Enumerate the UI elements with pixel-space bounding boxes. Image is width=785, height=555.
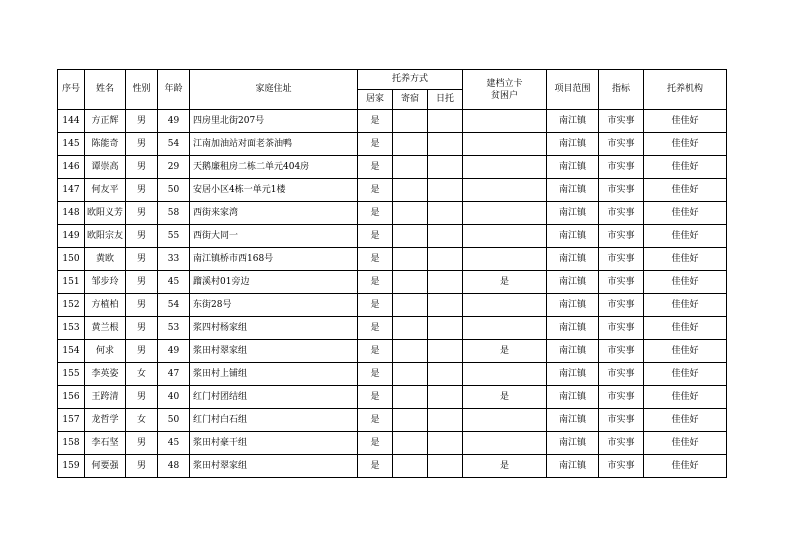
cell-age: 47: [158, 363, 190, 386]
cell-poor-household: [463, 409, 547, 432]
table-row: [58, 432, 727, 455]
cell-age: 45: [158, 432, 190, 455]
cell-address: 红门村团结组: [190, 386, 358, 409]
cell-care-home: 是: [358, 409, 393, 432]
cell-agency: 佳佳好: [644, 110, 727, 133]
cell-care-day: [428, 432, 463, 455]
cell-care-board: [393, 432, 428, 455]
cell-gender: 男: [126, 248, 158, 271]
cell-agency: 佳佳好: [644, 363, 727, 386]
cell-care-board: [393, 156, 428, 179]
cell-care-home: 是: [358, 340, 393, 363]
cell-agency: 佳佳好: [644, 225, 727, 248]
cell-care-day: [428, 271, 463, 294]
header-poor-line2: 贫困户: [491, 90, 519, 101]
cell-gender: 男: [126, 202, 158, 225]
cell-gender: 男: [126, 225, 158, 248]
cell-scope: 南江镇: [547, 294, 599, 317]
cell-poor-household: [463, 317, 547, 340]
cell-gender: 男: [126, 317, 158, 340]
header-poor-line1: 建档立卡: [486, 78, 523, 89]
header-care-board: 寄宿: [393, 90, 428, 110]
cell-scope: 南江镇: [547, 271, 599, 294]
cell-indicator: 市实事: [599, 156, 644, 179]
cell-age: 48: [158, 455, 190, 478]
cell-care-board: [393, 225, 428, 248]
cell-no: 157: [58, 409, 85, 432]
cell-care-home: 是: [358, 294, 393, 317]
cell-agency: 佳佳好: [644, 248, 727, 271]
cell-care-day: [428, 179, 463, 202]
cell-care-board: [393, 294, 428, 317]
cell-age: 45: [158, 271, 190, 294]
cell-care-day: [428, 248, 463, 271]
cell-poor-household: [463, 179, 547, 202]
cell-name: 邹步玲: [85, 271, 126, 294]
header-no: 序号: [58, 70, 85, 110]
cell-name: 何要强: [85, 455, 126, 478]
table-row: [58, 386, 727, 409]
cell-no: 144: [58, 110, 85, 133]
cell-care-board: [393, 386, 428, 409]
cell-scope: 南江镇: [547, 363, 599, 386]
cell-age: 50: [158, 179, 190, 202]
cell-poor-household: [463, 133, 547, 156]
cell-care-board: [393, 363, 428, 386]
cell-name: 方正辉: [85, 110, 126, 133]
header-address: 家庭住址: [190, 70, 358, 110]
table-body: [58, 110, 727, 478]
cell-care-day: [428, 110, 463, 133]
cell-scope: 南江镇: [547, 248, 599, 271]
table-row: [58, 363, 727, 386]
cell-care-home: 是: [358, 317, 393, 340]
cell-name: 何求: [85, 340, 126, 363]
cell-agency: 佳佳好: [644, 409, 727, 432]
cell-care-day: [428, 409, 463, 432]
cell-care-board: [393, 179, 428, 202]
cell-gender: 男: [126, 156, 158, 179]
cell-poor-household: [463, 202, 547, 225]
table-row: [58, 133, 727, 156]
cell-gender: 男: [126, 110, 158, 133]
cell-poor-household: [463, 225, 547, 248]
cell-address: 浆田村上铺组: [190, 363, 358, 386]
cell-age: 50: [158, 409, 190, 432]
cell-address: 西街大同一: [190, 225, 358, 248]
cell-no: 151: [58, 271, 85, 294]
cell-address: 东街28号: [190, 294, 358, 317]
header-indicator: 指标: [599, 70, 644, 110]
cell-care-board: [393, 110, 428, 133]
cell-agency: 佳佳好: [644, 294, 727, 317]
table-row: [58, 225, 727, 248]
cell-care-board: [393, 271, 428, 294]
cell-care-day: [428, 202, 463, 225]
header-care-mode: 托养方式: [358, 70, 463, 90]
cell-care-board: [393, 455, 428, 478]
cell-gender: 男: [126, 271, 158, 294]
cell-name: 李英姿: [85, 363, 126, 386]
cell-gender: 男: [126, 179, 158, 202]
cell-poor-household: 是: [463, 271, 547, 294]
cell-indicator: 市实事: [599, 248, 644, 271]
cell-poor-household: [463, 110, 547, 133]
cell-indicator: 市实事: [599, 133, 644, 156]
cell-name: 何友平: [85, 179, 126, 202]
cell-no: 156: [58, 386, 85, 409]
cell-scope: 南江镇: [547, 225, 599, 248]
cell-care-day: [428, 455, 463, 478]
cell-scope: 南江镇: [547, 340, 599, 363]
cell-care-home: 是: [358, 432, 393, 455]
cell-scope: 南江镇: [547, 202, 599, 225]
cell-care-home: 是: [358, 179, 393, 202]
cell-no: 155: [58, 363, 85, 386]
cell-scope: 南江镇: [547, 317, 599, 340]
cell-gender: 男: [126, 455, 158, 478]
cell-care-day: [428, 386, 463, 409]
table-row: [58, 294, 727, 317]
cell-care-day: [428, 294, 463, 317]
cell-agency: 佳佳好: [644, 386, 727, 409]
cell-care-board: [393, 133, 428, 156]
header-row-1: [58, 70, 727, 90]
cell-care-day: [428, 156, 463, 179]
cell-no: 154: [58, 340, 85, 363]
header-care-day: 日托: [428, 90, 463, 110]
cell-no: 153: [58, 317, 85, 340]
cell-poor-household: 是: [463, 386, 547, 409]
cell-name: 李石坚: [85, 432, 126, 455]
header-poor-household: [463, 70, 547, 110]
table-row: [58, 202, 727, 225]
cell-scope: 南江镇: [547, 156, 599, 179]
cell-indicator: 市实事: [599, 432, 644, 455]
cell-age: 54: [158, 133, 190, 156]
table-row: [58, 409, 727, 432]
cell-address: 浆四村杨家组: [190, 317, 358, 340]
cell-care-home: 是: [358, 363, 393, 386]
cell-care-home: 是: [358, 248, 393, 271]
header-agency: 托养机构: [644, 70, 727, 110]
cell-no: 150: [58, 248, 85, 271]
cell-agency: 佳佳好: [644, 317, 727, 340]
cell-gender: 男: [126, 386, 158, 409]
cell-name: 欧阳宗友: [85, 225, 126, 248]
cell-care-board: [393, 340, 428, 363]
cell-indicator: 市实事: [599, 225, 644, 248]
cell-care-home: 是: [358, 225, 393, 248]
table-row: [58, 110, 727, 133]
cell-care-day: [428, 317, 463, 340]
cell-name: 黄兰根: [85, 317, 126, 340]
cell-indicator: 市实事: [599, 317, 644, 340]
cell-indicator: 市实事: [599, 363, 644, 386]
table-row: [58, 317, 727, 340]
beneficiary-table: [57, 69, 727, 478]
cell-name: 谭崇高: [85, 156, 126, 179]
cell-indicator: 市实事: [599, 271, 644, 294]
header-age: 年龄: [158, 70, 190, 110]
cell-care-day: [428, 340, 463, 363]
cell-address: 江南加油站对面老茶油鸭: [190, 133, 358, 156]
table-row: [58, 271, 727, 294]
cell-scope: 南江镇: [547, 110, 599, 133]
cell-age: 29: [158, 156, 190, 179]
cell-address: 浆田村豪干组: [190, 432, 358, 455]
cell-poor-household: [463, 363, 547, 386]
cell-address: 红门村白石组: [190, 409, 358, 432]
cell-gender: 女: [126, 409, 158, 432]
cell-name: 王跨清: [85, 386, 126, 409]
cell-name: 陈能奇: [85, 133, 126, 156]
cell-no: 145: [58, 133, 85, 156]
cell-address: 浆田村翠家组: [190, 455, 358, 478]
cell-gender: 男: [126, 340, 158, 363]
table-row: [58, 248, 727, 271]
cell-scope: 南江镇: [547, 386, 599, 409]
cell-gender: 男: [126, 294, 158, 317]
cell-poor-household: [463, 432, 547, 455]
cell-address: 天鹅廉租房二栋二单元404房: [190, 156, 358, 179]
cell-address: 浆田村翠家组: [190, 340, 358, 363]
header-name: 姓名: [85, 70, 126, 110]
cell-agency: 佳佳好: [644, 133, 727, 156]
cell-name: 龙哲学: [85, 409, 126, 432]
cell-agency: 佳佳好: [644, 179, 727, 202]
cell-indicator: 市实事: [599, 202, 644, 225]
header-scope: 项目范围: [547, 70, 599, 110]
cell-indicator: 市实事: [599, 179, 644, 202]
cell-care-day: [428, 363, 463, 386]
cell-address: 蹓溪村01旁边: [190, 271, 358, 294]
cell-age: 49: [158, 340, 190, 363]
cell-agency: 佳佳好: [644, 156, 727, 179]
cell-name: 方植柏: [85, 294, 126, 317]
cell-indicator: 市实事: [599, 455, 644, 478]
cell-poor-household: 是: [463, 340, 547, 363]
cell-care-day: [428, 225, 463, 248]
cell-no: 159: [58, 455, 85, 478]
cell-age: 55: [158, 225, 190, 248]
cell-scope: 南江镇: [547, 133, 599, 156]
cell-no: 152: [58, 294, 85, 317]
cell-agency: 佳佳好: [644, 432, 727, 455]
cell-care-board: [393, 248, 428, 271]
cell-address: 安居小区4栋一单元1楼: [190, 179, 358, 202]
cell-indicator: 市实事: [599, 386, 644, 409]
cell-age: 53: [158, 317, 190, 340]
cell-no: 146: [58, 156, 85, 179]
cell-address: 南江镇桥市西168号: [190, 248, 358, 271]
cell-age: 58: [158, 202, 190, 225]
cell-no: 158: [58, 432, 85, 455]
cell-gender: 男: [126, 133, 158, 156]
cell-care-home: 是: [358, 133, 393, 156]
cell-agency: 佳佳好: [644, 271, 727, 294]
cell-poor-household: [463, 156, 547, 179]
cell-scope: 南江镇: [547, 409, 599, 432]
cell-care-board: [393, 409, 428, 432]
cell-care-home: 是: [358, 202, 393, 225]
cell-care-home: 是: [358, 386, 393, 409]
cell-no: 147: [58, 179, 85, 202]
cell-name: 欧阳义芳: [85, 202, 126, 225]
cell-care-board: [393, 202, 428, 225]
table-row: [58, 455, 727, 478]
cell-scope: 南江镇: [547, 179, 599, 202]
header-care-home: 居家: [358, 90, 393, 110]
table-row: [58, 156, 727, 179]
cell-care-board: [393, 317, 428, 340]
cell-care-home: 是: [358, 156, 393, 179]
cell-agency: 佳佳好: [644, 455, 727, 478]
cell-scope: 南江镇: [547, 455, 599, 478]
cell-indicator: 市实事: [599, 340, 644, 363]
cell-age: 54: [158, 294, 190, 317]
cell-care-home: 是: [358, 110, 393, 133]
cell-indicator: 市实事: [599, 110, 644, 133]
cell-no: 149: [58, 225, 85, 248]
cell-care-day: [428, 133, 463, 156]
header-gender: 性别: [126, 70, 158, 110]
cell-address: 西街来家湾: [190, 202, 358, 225]
cell-poor-household: [463, 248, 547, 271]
cell-age: 49: [158, 110, 190, 133]
cell-poor-household: [463, 294, 547, 317]
cell-no: 148: [58, 202, 85, 225]
cell-poor-household: 是: [463, 455, 547, 478]
cell-indicator: 市实事: [599, 294, 644, 317]
cell-gender: 女: [126, 363, 158, 386]
cell-indicator: 市实事: [599, 409, 644, 432]
cell-agency: 佳佳好: [644, 340, 727, 363]
cell-agency: 佳佳好: [644, 202, 727, 225]
table-row: [58, 340, 727, 363]
table-row: [58, 179, 727, 202]
cell-name: 黄欧: [85, 248, 126, 271]
cell-age: 33: [158, 248, 190, 271]
cell-care-home: 是: [358, 271, 393, 294]
cell-scope: 南江镇: [547, 432, 599, 455]
cell-care-home: 是: [358, 455, 393, 478]
cell-gender: 男: [126, 432, 158, 455]
cell-age: 40: [158, 386, 190, 409]
cell-address: 四房里北街207号: [190, 110, 358, 133]
